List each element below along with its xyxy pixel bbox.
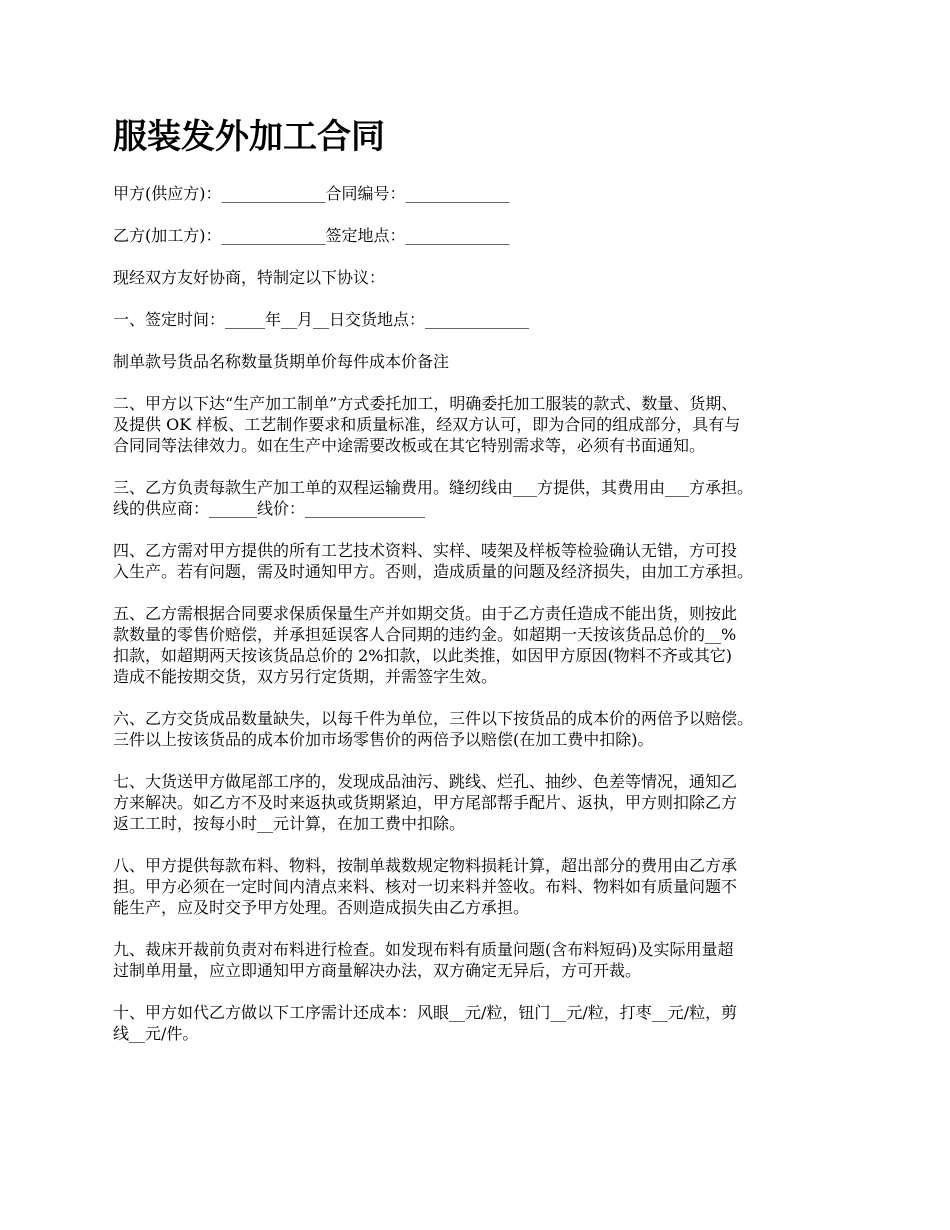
paragraph-line: 现经双方友好协商，特制定以下协议： xyxy=(113,268,386,287)
paragraph-clause-4 xyxy=(113,540,853,582)
paragraph-line: 担。甲方必须在一定时间内清点来料、核对一切来料并签收。布料、物料如有质量问题不 xyxy=(113,877,738,896)
paragraph-line: 三件以上按该货品的成本价加市场零售价的两倍予以赔偿(在加工费中扣除)。 xyxy=(113,730,654,749)
paragraph-line: 制单款号货品名称数量货期单价每件成本价备注 xyxy=(113,352,450,371)
paragraph-line: 款数量的零售价赔偿，并承担延误客人合同期的违约金。如超期一天按该货品总价的__% xyxy=(113,625,737,644)
contract-document xyxy=(113,112,853,1065)
paragraph-line: 六、乙方交货成品数量缺失，以每千件为单位，三件以下按货品的成本价的两倍予以赔偿。 xyxy=(113,709,754,728)
paragraph-clause-8 xyxy=(113,855,853,918)
paragraph-party-b xyxy=(113,225,853,246)
paragraph-line: 十、甲方如代乙方做以下工序需计还成本：风眼__元/粒，钮门__元/粒，打枣__元/粒，剪 xyxy=(113,1003,738,1022)
paragraph-line: 四、乙方需对甲方提供的所有工艺技术资料、实样、唛架及样板等检验确认无错，方可投 xyxy=(113,541,738,560)
paragraph-line: 造成不能按期交货，双方另行定货期，并需签字生效。 xyxy=(113,667,498,686)
paragraph-clause-9 xyxy=(113,939,853,981)
paragraph-line: 方来解决。如乙方不及时来返执或货期紧迫，甲方尾部帮手配片、返执，甲方则扣除乙方 xyxy=(113,793,738,812)
paragraph-clause-6 xyxy=(113,708,853,750)
paragraph-line: 八、甲方提供每款布料、物料，按制单裁数规定物料损耗计算，超出部分的费用由乙方承 xyxy=(113,856,738,875)
paragraph-line: 合同同等法律效力。如在生产中途需要改板或在其它特别需求等，必须有书面通知。 xyxy=(113,436,706,455)
paragraph-line: 一、签定时间：_____年__月__日交货地点：_____________ xyxy=(113,310,530,329)
document-body xyxy=(113,183,853,1044)
document-title: 服装发外加工合同 xyxy=(113,117,385,157)
paragraph-line: 入生产。若有问题，需及时通知甲方。否则，造成质量的问题及经济损失，由加工方承担。 xyxy=(113,562,754,581)
paragraph-line: 甲方(供应方)：_____________合同编号：_____________ xyxy=(113,184,510,203)
paragraph-clause-7 xyxy=(113,771,853,834)
paragraph-party-a xyxy=(113,183,853,204)
paragraph-line: 线的供应商：______线价：_______________ xyxy=(113,499,426,518)
paragraph-line: 七、大货送甲方做尾部工序的，发现成品油污、跳线、烂孔、抽纱、色差等情况，通知乙 xyxy=(113,772,738,791)
paragraph-line: 乙方(加工方)：_____________签定地点：_____________ xyxy=(113,226,510,245)
paragraph-line: 线__元/件。 xyxy=(113,1024,199,1043)
paragraph-line: 及提供 OK 样板、工艺制作要求和质量标准，经双方认可，即为合同的组成部分，具有与 xyxy=(113,415,741,434)
paragraph-clause-5 xyxy=(113,603,853,687)
paragraph-clause-10 xyxy=(113,1002,853,1044)
paragraph-line: 五、乙方需根据合同要求保质保量生产并如期交货。由于乙方责任造成不能出货，则按此 xyxy=(113,604,738,623)
paragraph-line: 扣款，如超期两天按该货品总价的 2%扣款，以此类推，如因甲方原因(物料不齐或其它) xyxy=(113,646,732,665)
paragraph-line: 三、乙方负责每款生产加工单的双程运输费用。缝纫线由___方提供，其费用由___方承担。 xyxy=(113,478,754,497)
paragraph-table-header xyxy=(113,351,853,372)
paragraph-line: 过制单用量，应立即通知甲方商量解决办法，双方确定无异后，方可开裁。 xyxy=(113,961,642,980)
paragraph-line: 能生产，应及时交予甲方处理。否则造成损失由乙方承担。 xyxy=(113,898,530,917)
paragraph-clause-2 xyxy=(113,393,853,456)
paragraph-line: 九、裁床开裁前负责对布料进行检查。如发现布料有质量问题(含布料短码)及实际用量超 xyxy=(113,940,734,959)
paragraph-line: 二、甲方以下达“生产加工制单”方式委托加工，明确委托加工服装的款式、数量、货期、 xyxy=(113,394,738,413)
paragraph-clause-1 xyxy=(113,309,853,330)
paragraph-clause-3 xyxy=(113,477,853,519)
paragraph-intro xyxy=(113,267,853,288)
paragraph-line: 返工工时，按每小时__元计算，在加工费中扣除。 xyxy=(113,814,466,833)
